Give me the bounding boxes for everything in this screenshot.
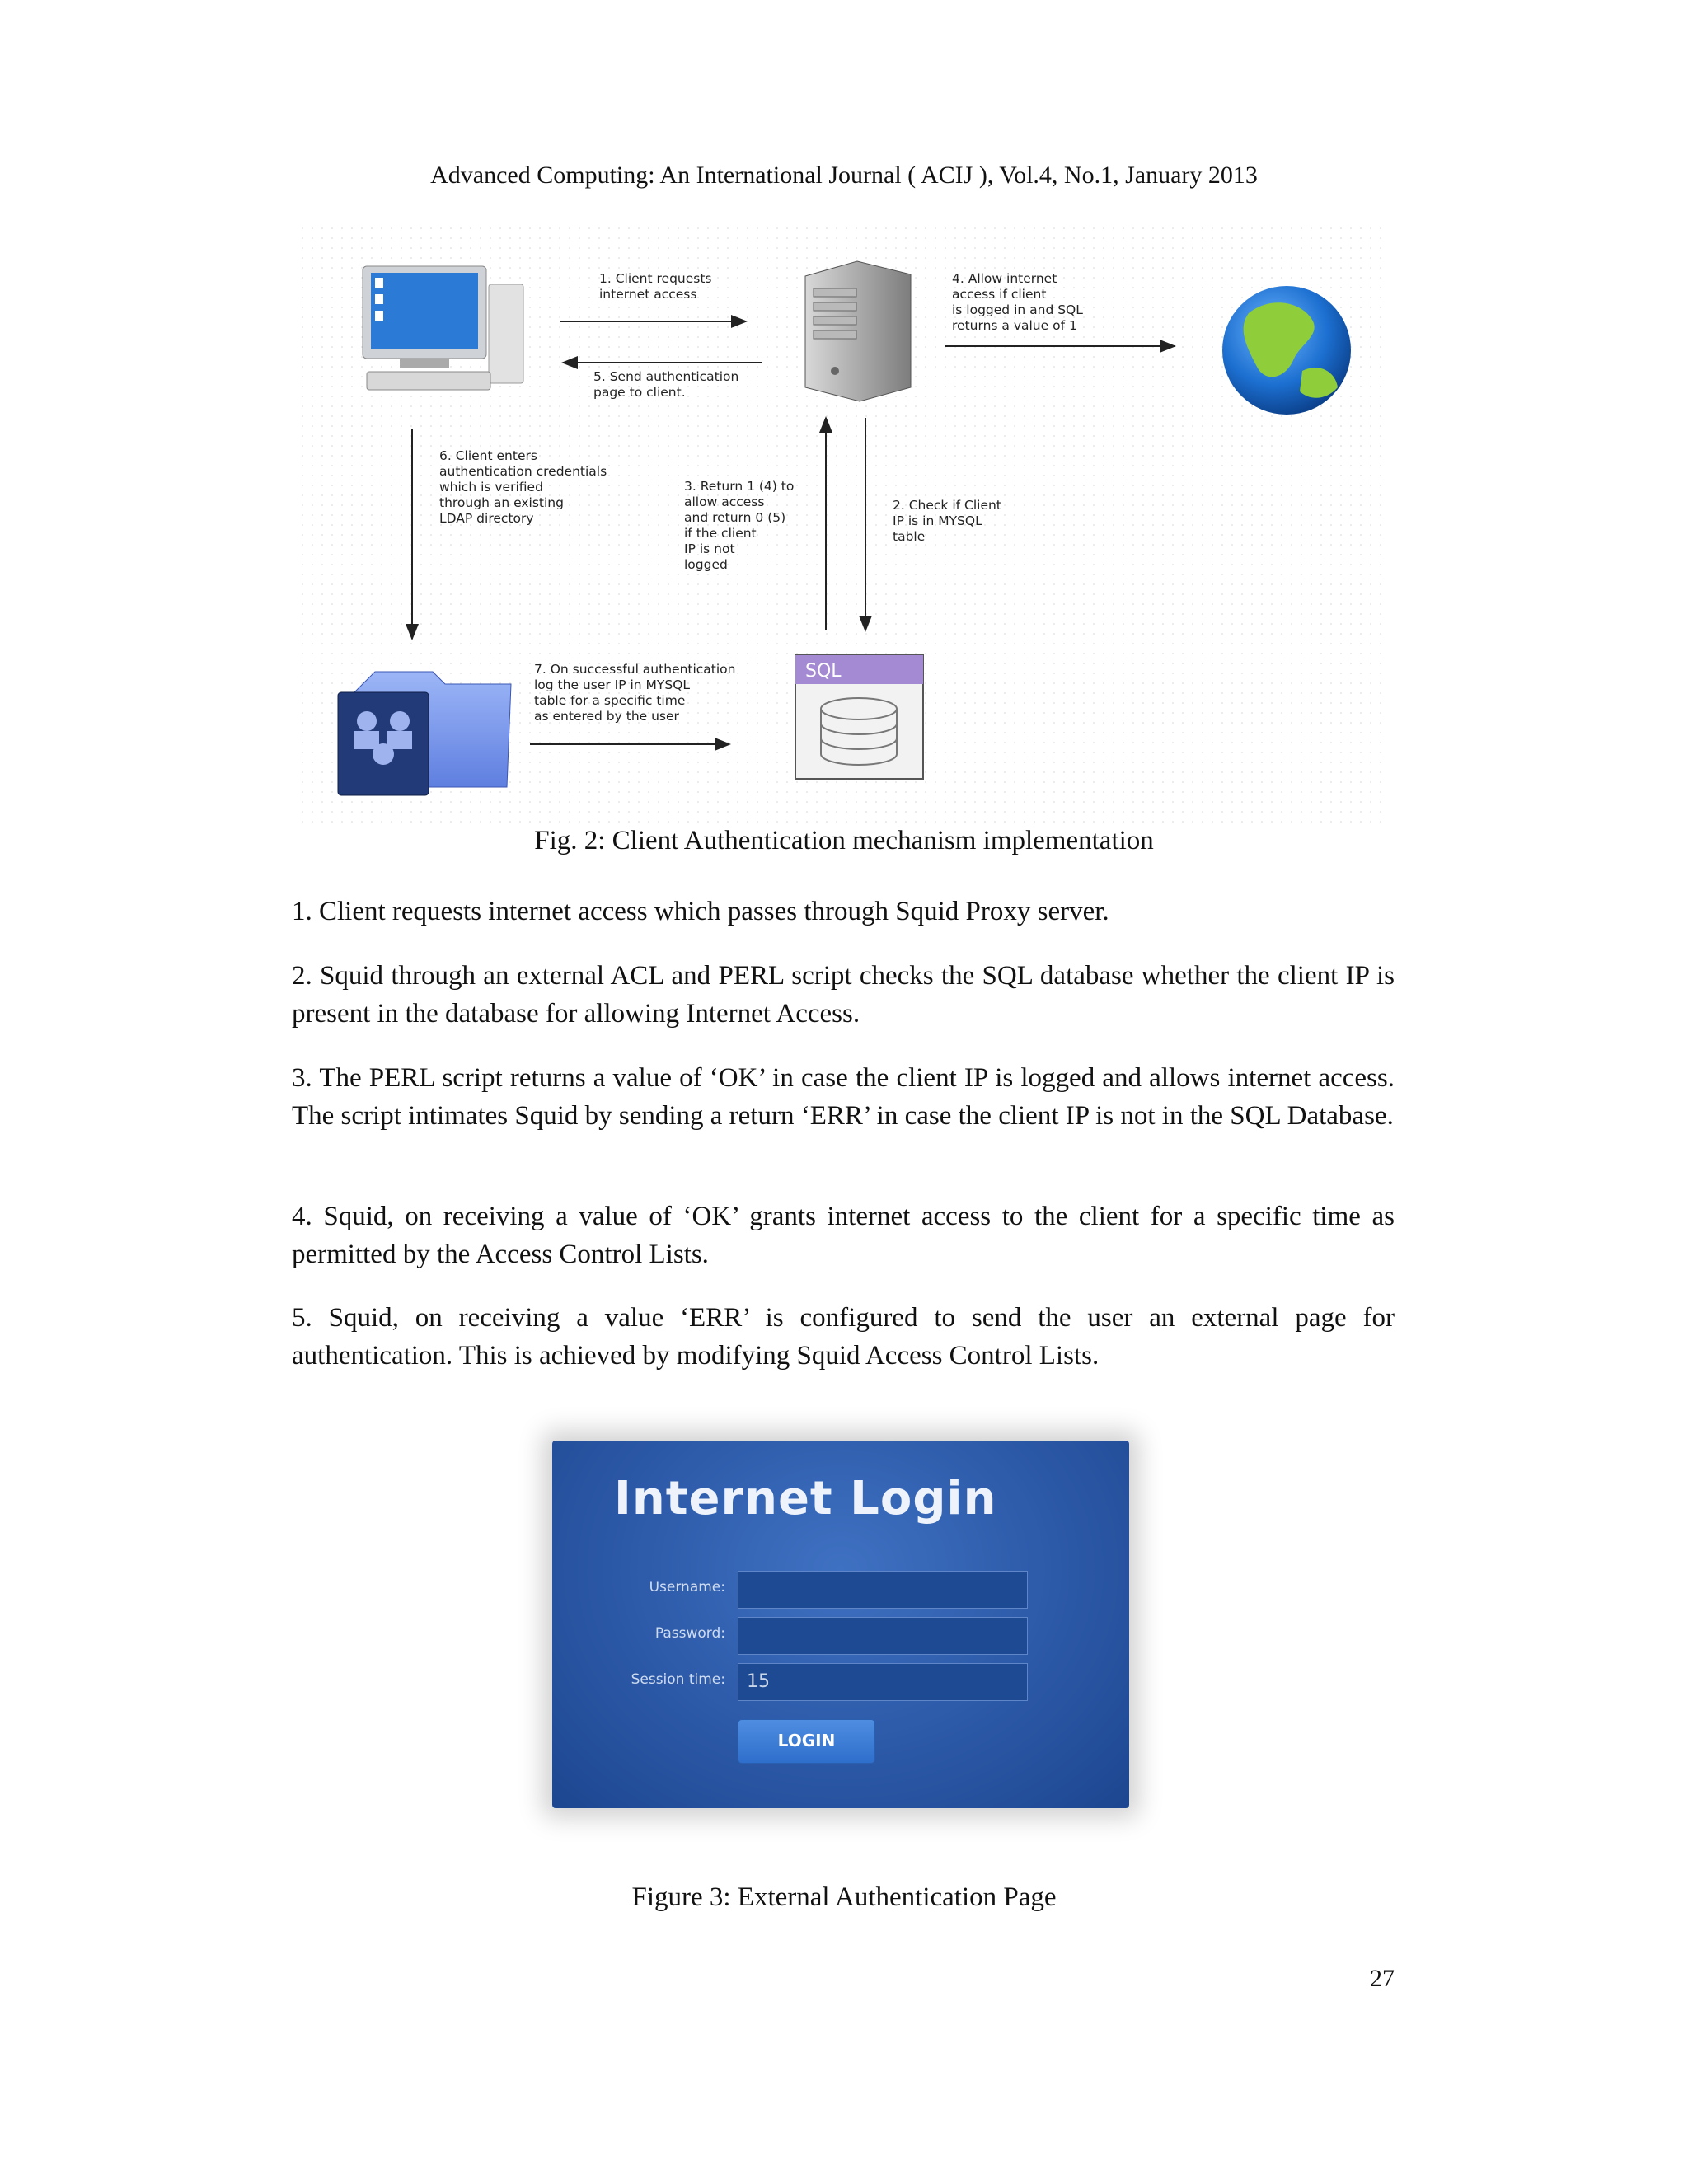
session-time-field[interactable]: 15 [738, 1663, 1028, 1701]
label-step5: 5. Send authentication page to client. [593, 369, 739, 400]
label-step6: 6. Client enters authentication credentials which is verified through an existing LDAP directory [439, 448, 607, 526]
label-step2: 2. Check if Client IP is in MYSQL table [893, 498, 1001, 544]
auth-mechanism-diagram [301, 227, 1389, 828]
paragraph-step3: 3. The PERL script returns a value of ‘OK’ in case the client IP is logged and allows internet access. The script intimates Squid by sending a return ‘ERR’ in case the client IP is not in the SQL Database. [292, 1063, 1395, 1131]
password-field[interactable] [738, 1617, 1028, 1655]
login-panel [552, 1441, 1129, 1808]
page-number: 27 [1370, 1965, 1395, 1992]
figure2-caption: Fig. 2: Client Authentication mechanism implementation [534, 826, 1154, 855]
paragraph-step1: 1. Client requests internet access which passes through Squid Proxy server. [292, 897, 1109, 926]
login-title: Internet Login [614, 1472, 997, 1526]
sql-database-icon [795, 655, 923, 779]
username-field[interactable] [738, 1571, 1028, 1609]
login-page-figure [519, 1426, 1170, 1838]
client-computer-icon [363, 266, 523, 390]
label-step4: 4. Allow internet access if client is logged in and SQL returns a value of 1 [952, 271, 1083, 333]
label-step1: 1. Client requests internet access [599, 271, 712, 302]
proxy-server-icon [805, 261, 911, 401]
diagram-canvas [301, 227, 1389, 828]
login-button[interactable]: LOGIN [738, 1719, 875, 1764]
paragraph-step2: 2. Squid through an external ACL and PERL script checks the SQL database whether the client IP is present in the database for allowing Internet Access. [292, 961, 1395, 1029]
internet-globe-icon [1222, 286, 1351, 415]
label-step3: 3. Return 1 (4) to allow access and return 0 (5) if the client IP is not logged [684, 479, 795, 572]
sql-label: SQL [805, 661, 842, 682]
paragraph-step4: 4. Squid, on receiving a value of ‘OK’ grants internet access to the client for a specific time as permitted by the Access Control Lists. [292, 1202, 1395, 1269]
password-label: Password: [654, 1625, 725, 1642]
paragraph-step5: 5. Squid, on receiving a value ‘ERR’ is configured to send the user an external page for authentication. This is achieved by modifying Squid Access Control Lists. [292, 1303, 1395, 1371]
running-header: Advanced Computing: An International Journal ( ACIJ ), Vol.4, No.1, January 2013 [430, 162, 1258, 189]
username-label: Username: [649, 1579, 725, 1596]
session-time-label: Session time: [631, 1671, 725, 1688]
ldap-directory-folder-icon [338, 672, 511, 795]
label-step7: 7. On successful authentication log the user IP in MYSQL table for a specific time as entered by the user [534, 662, 736, 724]
figure3-caption: Figure 3: External Authentication Page [631, 1882, 1057, 1912]
